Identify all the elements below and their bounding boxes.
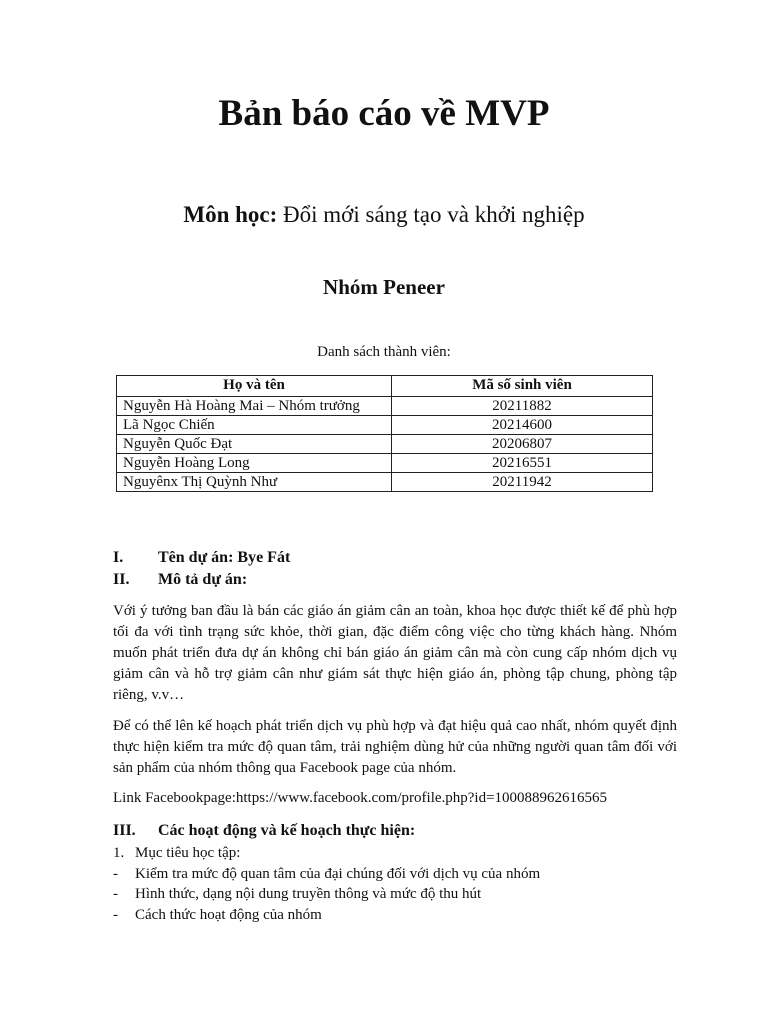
table-row xyxy=(117,473,653,492)
section-number: I. xyxy=(113,549,124,566)
list-item xyxy=(113,866,540,883)
subject-value: Đổi mới sáng tạo và khởi nghiệp xyxy=(283,202,585,227)
section-heading-activities xyxy=(113,822,415,840)
table-row xyxy=(117,454,653,473)
subject-line xyxy=(0,202,768,228)
member-id: 20211942 xyxy=(392,473,653,492)
member-id: 20211882 xyxy=(392,397,653,416)
member-id: 20206807 xyxy=(392,435,653,454)
section-number: III. xyxy=(113,822,136,839)
group-name: Nhóm Peneer xyxy=(323,275,445,299)
list-marker: - xyxy=(113,866,118,882)
table-row xyxy=(117,435,653,454)
list-text: Kiểm tra mức độ quan tâm của đại chúng đối với dịch vụ của nhóm xyxy=(135,866,541,882)
section-title: Tên dự án: Bye Fát xyxy=(158,549,291,566)
members-caption: Danh sách thành viên: xyxy=(317,344,451,360)
section-title: Mô tả dự án: xyxy=(158,571,248,588)
list-item xyxy=(113,886,481,903)
subject-label: Môn học: xyxy=(183,202,278,227)
description-paragraph-2: Để có thể lên kế hoạch phát triển dịch vụ phù hợp và đạt hiệu quả cao nhất, nhóm quyết định thực hiện kiểm tra mức độ quan tâm, trải nghiệm dùng hử của những người quan tâm đối với sản phẩm của nhóm thông qua Facebook page của nhóm. xyxy=(113,718,677,776)
members-table xyxy=(116,375,653,492)
list-text: Cách thức hoạt động của nhóm xyxy=(135,907,322,923)
member-name: Nguyênx Thị Quỳnh Như xyxy=(117,473,392,492)
member-name: Nguyễn Hoàng Long xyxy=(117,454,392,473)
list-item xyxy=(113,845,240,862)
member-id: 20214600 xyxy=(392,416,653,435)
list-text: Hình thức, dạng nội dung truyền thông và mức độ thu hút xyxy=(135,886,482,902)
member-name: Nguyễn Hà Hoàng Mai – Nhóm trưởng xyxy=(117,397,392,416)
table-row xyxy=(117,397,653,416)
list-item xyxy=(113,907,322,924)
header-name: Họ và tên xyxy=(117,376,392,397)
list-marker: - xyxy=(113,886,118,902)
header-student-id: Mã số sinh viên xyxy=(392,376,653,397)
list-marker: - xyxy=(113,907,118,923)
section-number: II. xyxy=(113,571,130,588)
member-id: 20216551 xyxy=(392,454,653,473)
section-heading-description xyxy=(113,571,247,589)
list-marker: 1. xyxy=(113,845,125,861)
member-name: Lã Ngọc Chiến xyxy=(117,416,392,435)
section-heading-project-name xyxy=(113,549,290,567)
section-title: Các hoạt động và kế hoạch thực hiện: xyxy=(158,822,416,839)
facebook-link[interactable]: Link Facebookpage:https://www.facebook.com/profile.php?id=100088962616565 xyxy=(113,790,608,806)
table-row xyxy=(117,416,653,435)
list-text: Mục tiêu học tập: xyxy=(135,845,241,861)
document-title: Bản báo cáo về MVP xyxy=(218,93,550,134)
table-header-row xyxy=(117,376,653,397)
member-name: Nguyễn Quốc Đạt xyxy=(117,435,392,454)
description-paragraph-1: Với ý tưởng ban đầu là bán các giáo án giảm cân an toàn, khoa học được thiết kế để phù hợp tối đa với tình trạng sức khỏe, thời gian, đặc điểm công việc cho từng khách hàng. Nhóm muốn phát triển đưa dự án không chỉ bán giáo án giảm cân mà còn cung cấp nhóm dịch vụ giảm cân và hỗ trợ giảm cân như giám sát thực hiện giáo án, phòng tập chung, phòng tập riêng, v.v… xyxy=(113,603,677,703)
